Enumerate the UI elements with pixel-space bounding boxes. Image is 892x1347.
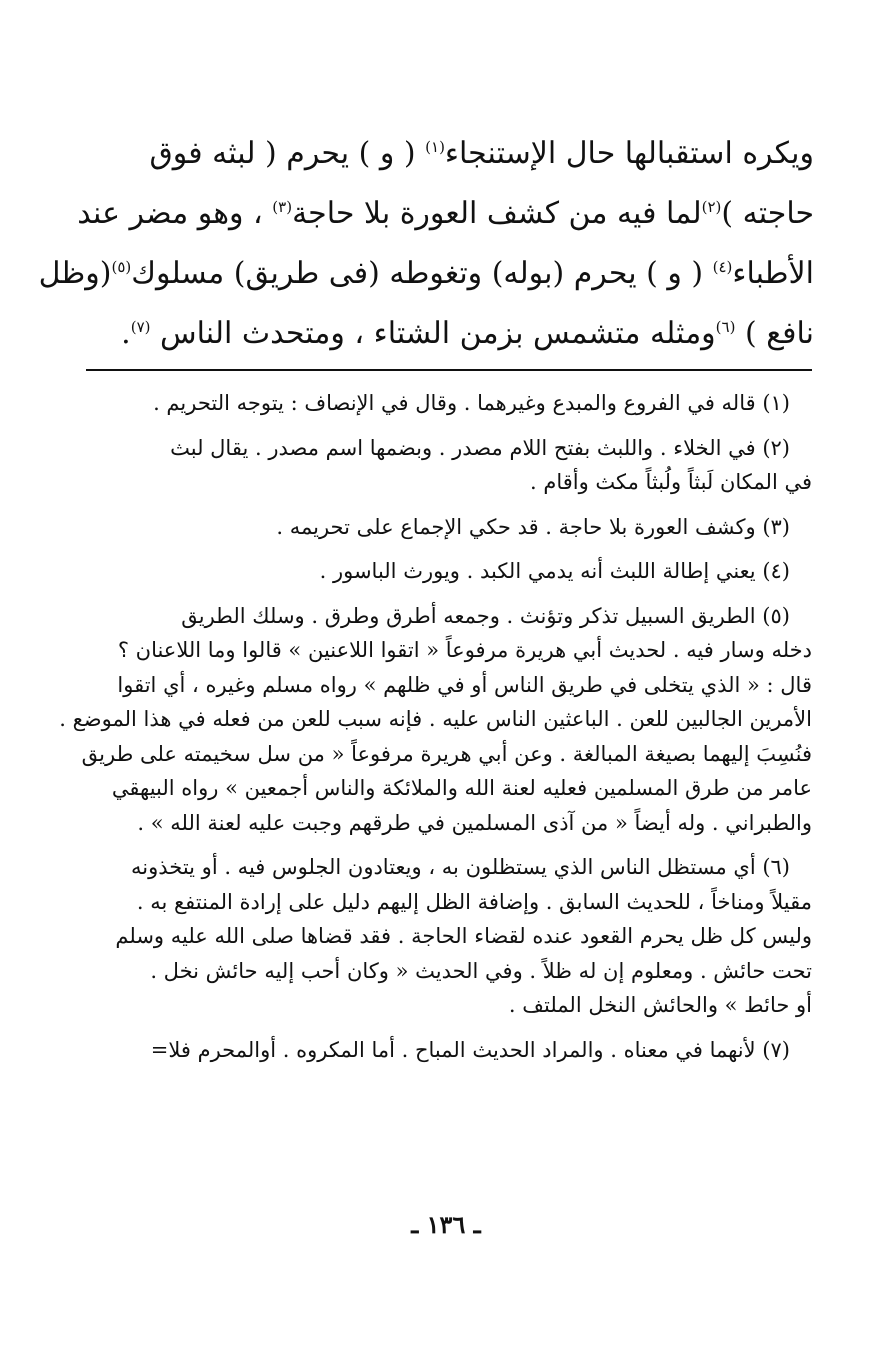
footnote-line: قال : « الذي يتخلى في طريق الناس أو في ظلهم » رواه مسلم وغيره ، أي اتقوا [117, 672, 812, 697]
text-segment: ( و ) يحرم (بوله) وتغوطه (فى طريق) مسلوك [131, 256, 713, 291]
footnote-line: (٣) وكشف العورة بلا حاجة . قد حكي الإجماع على تحريمه . [276, 514, 790, 539]
footnote-line: وليس كل ظل يحرم القعود عنده لقضاء الحاجة . فقد قضاها صلى الله عليه وسلم [115, 924, 812, 948]
footnote-2 [80, 431, 812, 500]
footnote-ref: (٦) [715, 318, 736, 336]
text-segment: ويكره استقبالها حال الإستنجاء [444, 136, 814, 171]
footnote-line: الأمرين الجالبين للعن . الباعثين الناس عليه . فإنه سبب للعن من فعله في هذا الموضع . [59, 707, 812, 731]
main-text-line [82, 124, 814, 184]
text-segment: ( و ) يحرم ( لبثه فوق [149, 136, 426, 171]
footnote-7 [80, 1033, 812, 1068]
text-segment: ، وهو مضر عند [77, 196, 273, 231]
footnote-line: فنُسِبَ إليهما بصيغة المبالغة . وعن أبي هريرة مرفوعاً « من سل سخيمته على طريق [81, 741, 812, 766]
text-segment: . [121, 316, 131, 351]
footnote-ref: (٤) [712, 258, 733, 276]
footnote-line: (٢) في الخلاء . واللبث بفتح اللام مصدر . وبضمها اسم مصدر . يقال لبث [170, 435, 790, 460]
main-text-line [77, 184, 814, 244]
footnote-line: (٧) لأنهما في معناه . والمراد الحديث المباح . أما المكروه . أوالمحرم فلا= [150, 1037, 790, 1062]
footnote-4 [80, 554, 812, 589]
main-text-line [82, 304, 814, 364]
footnotes [59, 386, 812, 1077]
text-segment: (وظل [38, 256, 112, 291]
footnote-3 [80, 510, 812, 545]
footnote-line: عامر من طرق المسلمين فعليه لعنة الله والملائكة والناس أجمعين » رواه البيهقي [111, 776, 812, 800]
footnote-ref: (١) [425, 138, 445, 156]
footnote-line: أو حائط » والحائش النخل الملتف . [508, 993, 812, 1017]
footnote-line: تحت حائش . ومعلوم إن له ظلاً . وفي الحديث « وكان أحب إليه حائش نخل . [150, 958, 812, 983]
footnote-line: والطبراني . وله أيضاً « من آذى المسلمين في طرقهم وجبت عليه لعنة الله » . [137, 810, 812, 835]
footnote-divider [86, 369, 812, 371]
footnote-line: في المكان لَبثاً ولُبثاً مكث وأقام . [529, 470, 812, 494]
main-text [38, 124, 814, 364]
text-segment: الأطباء [732, 256, 814, 291]
footnote-1 [80, 386, 812, 421]
footnote-line: مقيلاً ومناخاً ، للحديث السابق . وإضافة الظل إليهم دليل على إرادة المنتفع به . [136, 889, 812, 914]
footnote-line: دخله وسار فيه . لحديث أبي هريرة مرفوعاً « اتقوا اللاعنين » قالوا وما اللاعنان ؟ [117, 638, 812, 662]
footnote-5 [59, 599, 812, 841]
main-text-line [38, 244, 814, 304]
footnote-line: (٦) أي مستظل الناس الذي يستظلون به ، ويعتادون الجلوس فيه . أو يتخذونه [131, 855, 790, 879]
footnote-ref: (٧) [130, 318, 151, 336]
footnote-line: (١) قاله في الفروع والمبدع وغيرهما . وقال في الإنصاف : يتوجه التحريم . [153, 391, 790, 415]
footnote-line: (٤) يعني إطالة اللبث أنه يدمي الكبد . ويورث الباسور . [319, 559, 790, 583]
text-segment: حاجته ) [721, 196, 814, 231]
footnote-ref: (٢) [701, 198, 722, 216]
page-number: ـ ١٣٦ ـ [411, 1210, 481, 1239]
text-segment: نافع ) [735, 316, 814, 351]
footnote-6 [80, 850, 812, 1023]
footnote-ref: (٥) [111, 258, 132, 276]
footnote-ref: (٣) [272, 198, 293, 216]
text-segment: لما فيه من كشف العورة بلا حاجة [292, 196, 702, 231]
text-segment: ومثله متشمس بزمن الشتاء ، ومتحدث الناس [150, 316, 716, 351]
footnote-line: (٥) الطريق السبيل تذكر وتؤنث . وجمعه أطرق وطرق . وسلك الطريق [181, 603, 790, 628]
